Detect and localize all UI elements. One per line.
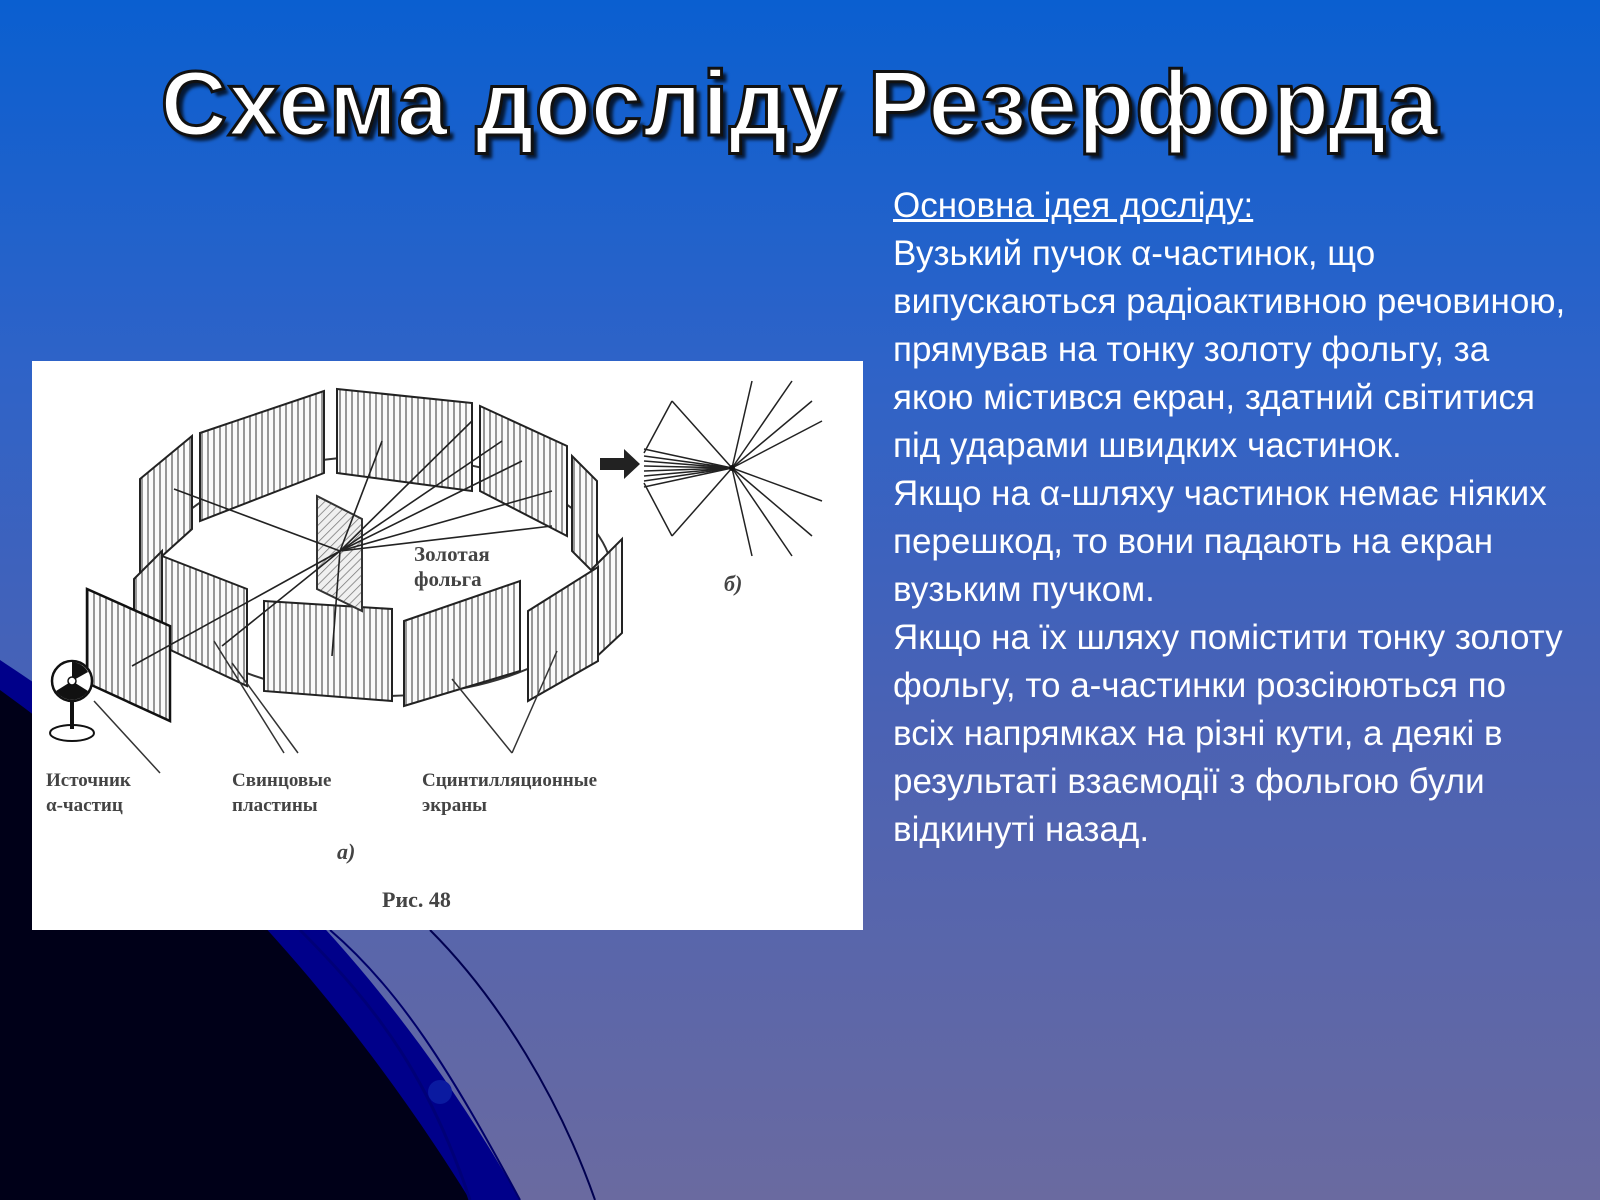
part-a-label: а) [337,839,356,864]
screen-panel [200,391,324,521]
screen-panel [480,406,567,536]
screen-panel [572,456,597,576]
screen-panel [404,581,520,706]
screen-panel [140,436,192,576]
nucleus-dot [729,465,735,471]
rutherford-diagram [32,361,863,930]
screen-panel [528,567,598,701]
diagram-svg [32,361,863,930]
slide-title: Схема досліду Резерфорда [160,53,1440,155]
curve-dot [428,1080,452,1104]
description-paragraph-3: Якщо на їх шляху помістити тонку золоту фольгу, то а-частинки розсіюються по всіх напрямках на різні кути, а деякі в результаті взаємодії з фольгою були відкинуті назад. [893,618,1563,849]
source-label-line1: Источник [46,770,131,791]
screen-panel [264,601,392,701]
plates-label-line1: Свинцовые [232,770,332,791]
description-block [893,182,1573,854]
foil-label-line1: Золотая [414,542,490,566]
alpha-source-icon [50,661,94,741]
plates-label-line2: пластины [232,795,318,816]
part-b-label: б) [724,571,743,596]
screens-label-line2: экраны [422,795,488,816]
foil-label-line2: фольга [414,567,482,591]
screens-label-line1: Сцинтилляционные [422,770,597,791]
description-paragraph-2: Якщо на α-шляху частинок немає ніяких перешкод, то вони падають на екран вузьким пучком. [893,474,1547,609]
description-heading: Основна ідея досліду: [893,186,1254,225]
arrow-right-icon [600,449,640,479]
description-paragraph-1: Вузький пучок α-частинок, що випускаються радіоактивною речовиною, прямував на тонку золоту фольгу, за якою містився екран, здатний світитися під ударами швидких частинок. [893,234,1566,465]
figure-caption: Рис. 48 [382,887,451,912]
source-label-line2: α-частиц [46,795,123,816]
